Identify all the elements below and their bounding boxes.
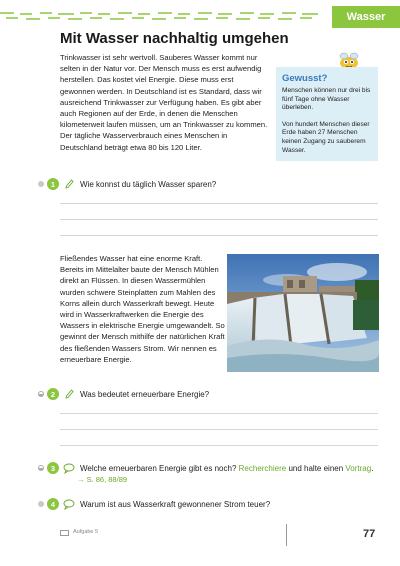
task-text: Wie konnst du täglich Wasser sparen? [80,179,217,189]
task-text-part: . [371,463,374,473]
decorative-dashed-line [0,8,320,22]
task-number: 3 [47,462,59,474]
difficulty-dot [38,465,44,471]
task-number: 1 [47,178,59,190]
task-3 [38,460,373,476]
difficulty-dot [38,391,44,397]
page-title: Mit Wasser nachhaltig umgehen [60,30,289,47]
chat-icon [63,498,75,510]
info-box-text-1: Menschen können nur drei bis fünf Tage ohne Wasser überleben. [282,87,371,112]
info-box-title: Gewusst? [282,73,328,84]
task-4 [38,496,270,512]
task-text-part: Welche erneuerbaren Energie gibt es noch? [80,463,237,473]
page-reference: → S. 86, 88/89 [77,475,128,484]
task-1 [38,176,216,192]
task-2 [38,386,209,402]
presentation-keyword: Vortrag [345,463,372,473]
hydropower-dam-photo [227,254,379,372]
pencil-icon [63,178,75,190]
footer-divider [286,524,287,546]
difficulty-dot [38,501,44,507]
answer-line[interactable] [60,235,378,236]
water-power-paragraph: Fließendes Wasser hat eine enorme Kraft. Bereits im Mittelalter baute der Mensch Mühlen direkt an Flüssen. In diesen Wassermühlen wurden schwere Steinplatten zum Mahlen des Korns allein durch Wasserkraft bewegt. Heute wird in Wasserkraftwerken die Energie des Wassers in elektrische Energie umgewandelt. So gewinnt der Mensch mithilfe der natürlichen Kraft des fließenden Wassers Strom. Wir nennen es erneuerbare Energie. [60,254,225,364]
page-number: 77 [363,528,376,540]
task-text: Was bedeutet erneuerbare Energie? [80,389,210,399]
answer-line[interactable] [60,445,378,446]
info-box-text-2: Von hundert Menschen dieser Erde haben 27 Menschen keinen Zugang zu sauberem Wasser. [282,120,370,154]
task-number: 4 [47,498,59,510]
answer-line[interactable] [60,219,378,220]
section-tag: Wasser [332,6,400,28]
task-text [80,464,373,473]
chat-icon [63,462,75,474]
difficulty-dot [38,181,44,187]
footer-icon [60,530,69,536]
answer-line[interactable] [60,429,378,430]
intro-paragraph: Trinkwasser ist sehr wertvoll. Sauberes Wasser kommt nur selten in der Natur vor. Der Mensch muss es erst aufwendig herstellen. Das kostet viel Energie. Diese muss erst gewonnen werden. In Deutschland ist es Standard, dass wir ausreichend Trinkwasser zur Verfügung haben. Es gibt aber auch Regionen auf der Erde, in denen die Menschen kilometerweit laufen müssen, um an Trinkwasser zu kommen. Der tägliche Wasserverbrauch eines Menschen in Deutschland beträgt etwa 80 bis 120 Liter. [60,53,268,152]
footer-text: Aufgabe 5 [73,529,99,535]
did-you-know-box [276,67,378,161]
answer-line[interactable] [60,413,378,414]
task-number: 2 [47,388,59,400]
pencil-icon [63,388,75,400]
answer-line[interactable] [60,203,378,204]
task-text: Warum ist aus Wasserkraft gewonnener Strom teuer? [80,499,271,509]
research-keyword: Recherchiere [238,463,287,473]
task-text-part: und halte einen [288,463,344,473]
